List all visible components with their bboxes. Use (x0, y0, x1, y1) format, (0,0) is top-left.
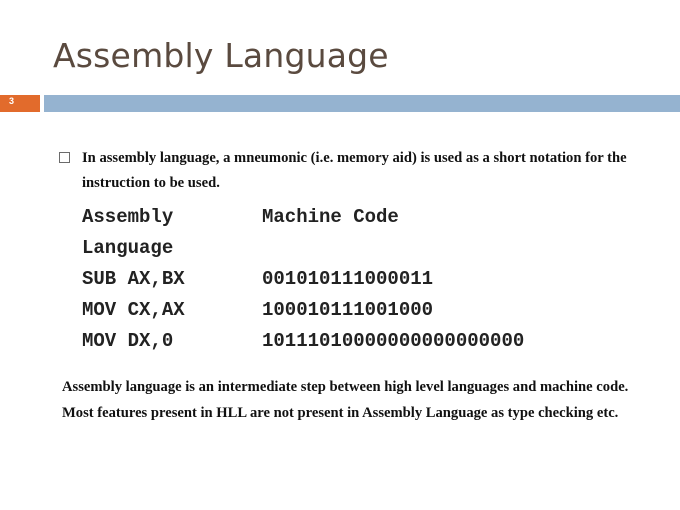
table-header-machine-code: Machine Code (262, 206, 399, 228)
title-divider-bar (44, 95, 680, 112)
slide-number-box (0, 95, 40, 112)
table-row-machine: 10111010000000000000000 (262, 330, 525, 352)
table-row-asm: SUB AX,BX (82, 268, 185, 290)
bullet-text: In assembly language, a mneumonic (i.e. memory aid) is used as a short notation for the instruction to be used. (82, 150, 627, 191)
body-paragraph: Assembly language is an intermediate step between high level languages and machine code. Most features present in HLL are not present in Assembly Language as type checking etc. (62, 379, 629, 421)
slide-title: Assembly Language (53, 36, 389, 75)
bullet-square-icon (59, 152, 70, 163)
table-row-machine: 001010111000011 (262, 268, 434, 290)
table-row-asm: MOV DX,0 (82, 330, 174, 352)
slide-number: 3 (9, 96, 15, 106)
table-header-assembly: Assembly (82, 206, 174, 228)
table-header-language: Language (82, 237, 174, 259)
table-row-machine: 100010111001000 (262, 299, 434, 321)
table-row-asm: MOV CX,AX (82, 299, 185, 321)
